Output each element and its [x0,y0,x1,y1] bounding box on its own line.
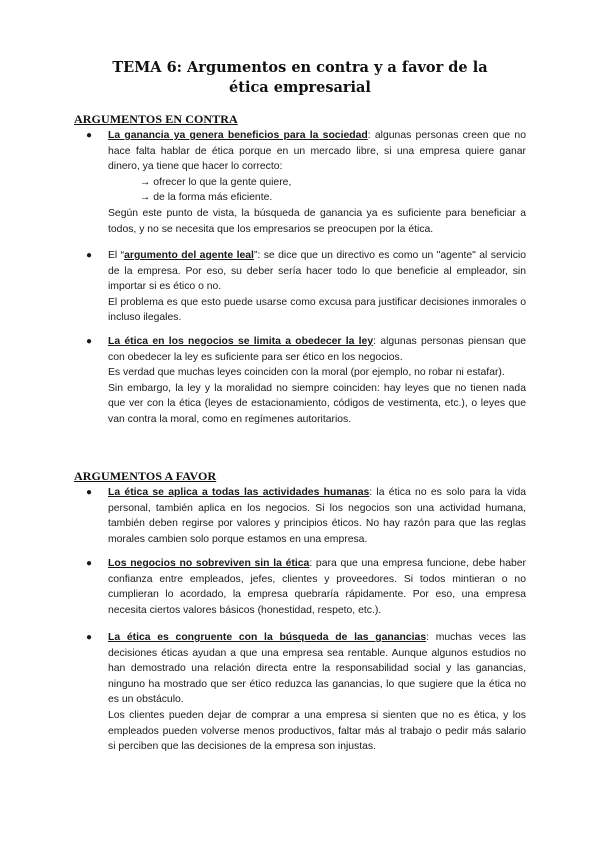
bullet-icon: ● [86,558,93,569]
item-heading: La ética es congruente con la búsqueda de las ganancias [108,632,427,643]
item-heading: Los negocios no sobreviven sin la ética [108,558,310,569]
item-text: ”: se dice que un directivo es como un "agente" al servicio de la empresa. Por eso, su deber sería hacer todo lo que beneficie al empleador, sin importar si es ético o no. [108,250,526,293]
list-item [86,485,526,547]
arrow-line: → de la forma más eficiente. [140,192,273,204]
list-item [86,248,526,326]
item-extra: Sin embargo, la ley y la moralidad no siempre coinciden: hay leyes que no tienen nada que ver con la ética (leyes de estacionamiento, códigos de vestimenta, etc.), o leyes que van contra la moral, como en regímenes autoritarios. [108,382,526,425]
bullet-icon: ● [86,632,93,643]
item-heading: argumento del agente leal [124,250,254,261]
item-text: : muchas veces las decisiones éticas ayudan a que una empresa sea rentable. Aunque algunos estudios no han demostrado una relación directa entre la responsabilidad social y las ganancias, ninguno ha mostrado que ser ético reduzca las ganancias, lo que sugiere que la ética no es un obstáculo. [108,632,526,706]
item-text: : la ética no es solo para la vida personal, también aplica en los negocios. Si los negocios son una actividad humana, también deben regirse por valores y principios éticos. No hay razón para que las reglas morales cambien solo porque estamos en una empresa. [108,487,527,545]
section-heading-favor: ARGUMENTOS A FAVOR [74,469,217,483]
item-text: : algunas personas piensan que con obedecer la ley es suficiente para ser ético en los negocios. [108,336,526,363]
page-title: TEMA 6: Argumentos en contra y a favor de la ética empresarial [112,59,488,96]
list-item [86,556,526,618]
item-extra: Es verdad que muchas leyes coinciden con la moral (por ejemplo, no robar ni estafar). [108,367,505,379]
bullet-icon: ● [86,487,93,498]
section-heading-contra: ARGUMENTOS EN CONTRA [74,112,238,126]
item-heading: La ética en los negocios se limita a obedecer la ley [108,336,374,347]
item-extra: Los clientes pueden dejar de comprar a una empresa si sienten que no es ética, y los empleados pueden volverse menos productivos, faltar más al trabajo o pedir más salario si perciben que las decisiones de la empresa son injustas. [108,709,526,753]
item-heading: La ética se aplica a todas las actividades humanas [108,487,370,498]
list-item [86,334,526,428]
item-extra: Según este punto de vista, la búsqueda de ganancia ya es suficiente para beneficiar a todos, y no se necesita que los empresarios se preocupen por la ética. [108,207,526,235]
list-item [86,630,526,755]
arrow-line: → ofrecer lo que la gente quiere, [140,176,292,188]
bullet-icon: ● [86,336,93,347]
item-extra: El problema es que esto puede usarse como excusa para justificar decisiones inmorales o incluso ilegales. [108,296,526,324]
item-heading: La ganancia ya genera beneficios para la sociedad [108,130,368,141]
bullet-icon: ● [86,130,93,141]
item-text: : para que una empresa funcione, debe haber confianza entre empleados, jefes, clientes y proveedores. Si todos mintieran o no cumplieran lo acordado, la empresa quebraría rápidamente. Por eso, una empresa necesita ciertos valores básicos (honestidad, respeto, etc.). [108,558,527,616]
list-item [86,128,526,237]
bullet-icon: ● [86,250,93,261]
item-text: : algunas personas creen que no hace falta hablar de ética porque en un mercado libre, si una empresa quiere ganar dinero, ya tiene que hacer lo correcto: [108,130,526,173]
item-prefix: El “ [108,250,125,261]
